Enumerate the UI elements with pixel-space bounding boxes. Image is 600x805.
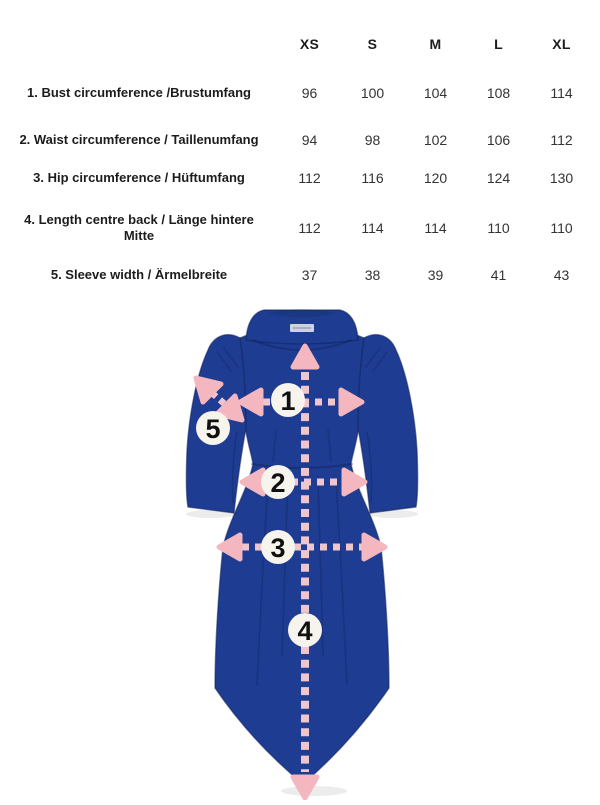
table-row-waist — [0, 123, 600, 157]
size-value: 114 — [424, 220, 447, 236]
row-label: 1. Bust circumference /Brustumfang — [27, 85, 251, 100]
size-value: 112 — [550, 132, 573, 148]
marker-number-1: 1 — [280, 386, 296, 416]
size-value: 104 — [423, 85, 448, 101]
table-row-sleeve — [0, 258, 600, 292]
size-value: 96 — [301, 85, 318, 101]
size-value: 106 — [486, 132, 511, 148]
marker-number-4: 4 — [297, 616, 313, 646]
size-value: 110 — [550, 220, 573, 236]
size-value: 94 — [301, 132, 318, 148]
size-value: 102 — [423, 132, 448, 148]
marker-number-5: 5 — [205, 414, 221, 444]
marker-number-3: 3 — [270, 533, 286, 563]
dress-sleeve-right — [358, 335, 418, 513]
size-col-header-m: M — [429, 36, 442, 52]
marker-number-2: 2 — [270, 468, 286, 498]
table-row-hip — [0, 161, 600, 195]
arrowhead-right — [344, 470, 365, 494]
size-value: 116 — [361, 170, 384, 186]
size-value: 124 — [486, 170, 511, 186]
size-value: 114 — [550, 85, 573, 101]
row-label: 3. Hip circumference / Hüftumfang — [33, 170, 245, 185]
size-col-header-s: S — [367, 36, 378, 52]
size-value: 120 — [423, 170, 448, 186]
size-col-header-l: L — [494, 36, 503, 52]
size-col-header-xs: XS — [299, 36, 320, 52]
size-col-header-xl: XL — [552, 36, 571, 52]
size-value: 100 — [360, 85, 385, 101]
size-value: 110 — [487, 220, 510, 236]
size-value: 98 — [364, 132, 381, 148]
row-label: 4. Length centre back / Länge hintere Mitte — [24, 212, 254, 243]
table-row-length — [0, 206, 600, 250]
size-value: 39 — [427, 267, 444, 283]
size-value: 112 — [298, 170, 321, 186]
size-value: 108 — [486, 85, 511, 101]
size-value: 130 — [549, 170, 574, 186]
hem-shadow — [281, 786, 347, 796]
size-value: 112 — [298, 220, 321, 236]
table-row-bust — [0, 76, 600, 110]
size-chart-table — [0, 0, 600, 292]
size-value: 37 — [301, 267, 318, 283]
measurement-diagram — [0, 300, 600, 800]
row-label: 2. Waist circumference / Taillenumfang — [19, 132, 259, 147]
size-header-row — [0, 34, 600, 54]
size-value: 114 — [361, 220, 384, 236]
row-label: 5. Sleeve width / Ärmelbreite — [50, 267, 228, 282]
size-value: 41 — [490, 267, 507, 283]
size-value: 43 — [553, 267, 570, 283]
size-value: 38 — [364, 267, 381, 283]
